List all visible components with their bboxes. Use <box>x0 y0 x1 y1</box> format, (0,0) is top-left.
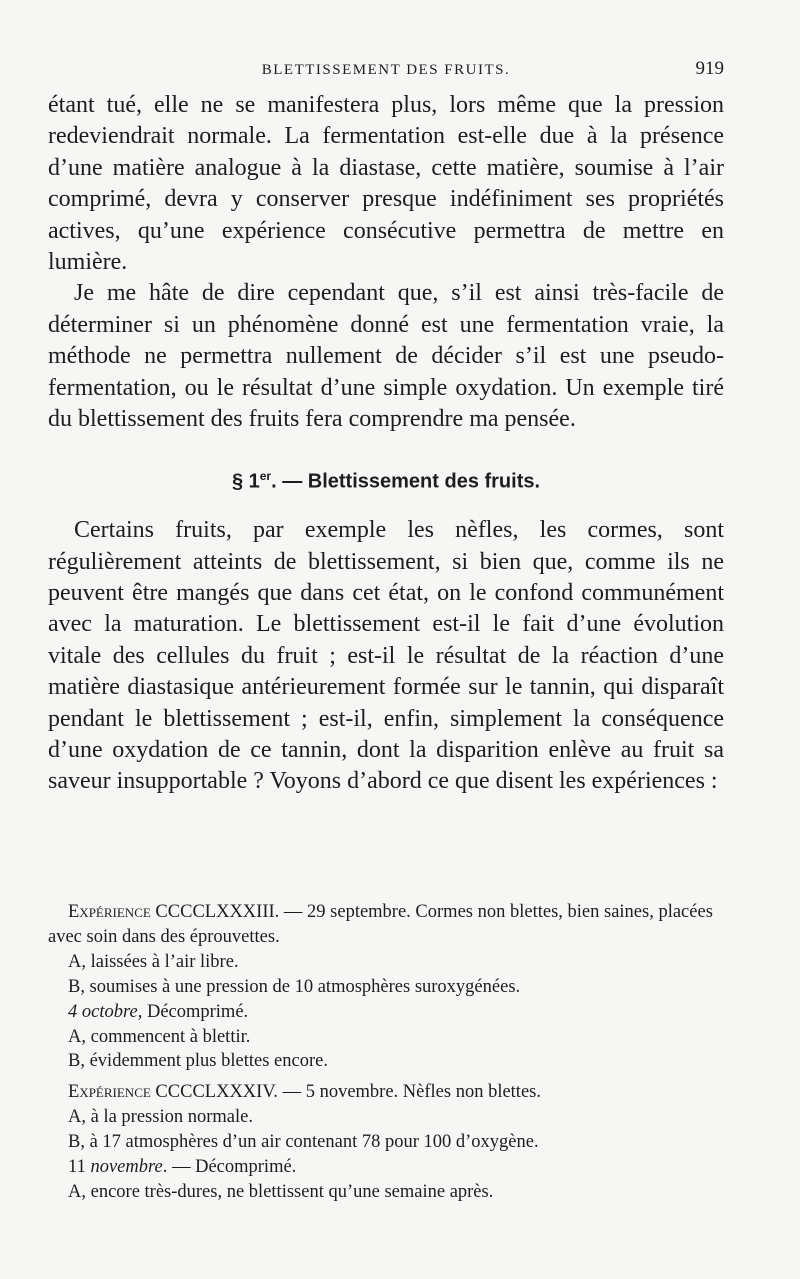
section-heading <box>48 461 724 497</box>
experiment-2-line-b: B, à 17 atmosphères d’un air contenant 78 pour 100 d’oxygène. <box>68 1132 539 1153</box>
section-number: § 1 <box>231 471 260 494</box>
experiment-2-text: — 5 novembre. Nèfles non blettes. <box>277 1082 541 1103</box>
experiment-1-line-b: B, soumises à une pression de 10 atmosphères suroxygénées. <box>68 976 521 997</box>
experiment-1-result-b: B, évidemment plus blettes encore. <box>68 1051 328 1072</box>
experiment-1-heading <box>48 900 724 950</box>
experiment-2-label: Expérience CCCCLXXXIV. <box>68 1082 278 1103</box>
experiment-1-text: — 29 septembre. Cormes non blettes, bien saines, placées avec soin dans des éprouvettes. <box>48 902 713 947</box>
experiment-2-date-italic: novembre <box>90 1157 163 1178</box>
experiment-1-line-a: A, laissées à l’air libre. <box>68 951 239 972</box>
experiment-2-line-a: A, à la pression normale. <box>68 1107 253 1128</box>
experiment-1-label: Expérience CCCCLXXXIII. <box>68 902 280 922</box>
section-superscript: er <box>259 469 272 484</box>
experiment-2-date-plain: 11 <box>68 1157 91 1178</box>
experiment-1-date-text: , Décomprimé. <box>137 1001 249 1022</box>
section-title: . — Blettissement des fruits. <box>271 471 541 494</box>
experiment-1-result-a: A, commencent à blettir. <box>68 1026 251 1047</box>
paragraph-2: Je me hâte de dire cependant que, s’il est ainsi très-facile de déterminer si un phénomène donné est une fermentation vraie, la méthode ne permettra nullement de décider s’il est une pseudo-fermentation, ou le résultat d’une simple oxydation. Un exemple tiré du blettissement des fruits fera comprendre ma pensée. <box>48 280 724 433</box>
experiment-2-result-a: A, encore très-dures, ne blettissent qu’une semaine après. <box>68 1181 494 1202</box>
experiment-1-date-italic: 4 octobre <box>68 1001 138 1022</box>
experiment-2-heading <box>48 1080 724 1105</box>
main-text <box>48 90 724 798</box>
experiment-2-date <box>48 1155 724 1180</box>
experiment-2-date-text: . — Décomprimé. <box>162 1157 297 1178</box>
experiment-1-date <box>48 1000 724 1025</box>
page-number: 919 <box>695 58 724 79</box>
experiments-block <box>48 900 724 1205</box>
page-header <box>48 58 724 84</box>
paragraph-1: étant tué, elle ne se manifestera plus, lors même que la pression redeviendrait normale. La fermentation est-elle due à la présence d’une matière analogue à la diastase, cette matière, soumise à l’air comprimé, devra y conserver presque indéfiniment ses propriétés actives, qu’une expérience consécutive permettra de mettre en lumière. <box>48 92 724 276</box>
paragraph-3: Certains fruits, par exemple les nèfles, les cormes, sont régulièrement atteints de blettissement, si bien que, comme ils ne peuvent être mangés que dans cet état, on le confond communément avec la maturation. Le blettissement est-il le fait d’une évolution vitale des cellules du fruit ; est-il le résultat de la réaction d’une matière diastasique antérieurement formée sur le tannin, qui disparaît pendant le blettissement ; est-il, enfin, simplement la conséquence d’une oxydation de ce tannin, dont la disparition enlève au fruit sa saveur insupportable ? Voyons d’abord ce que disent les expériences : <box>48 517 724 795</box>
running-head: BLETTISSEMENT DES FRUITS. <box>261 62 511 78</box>
